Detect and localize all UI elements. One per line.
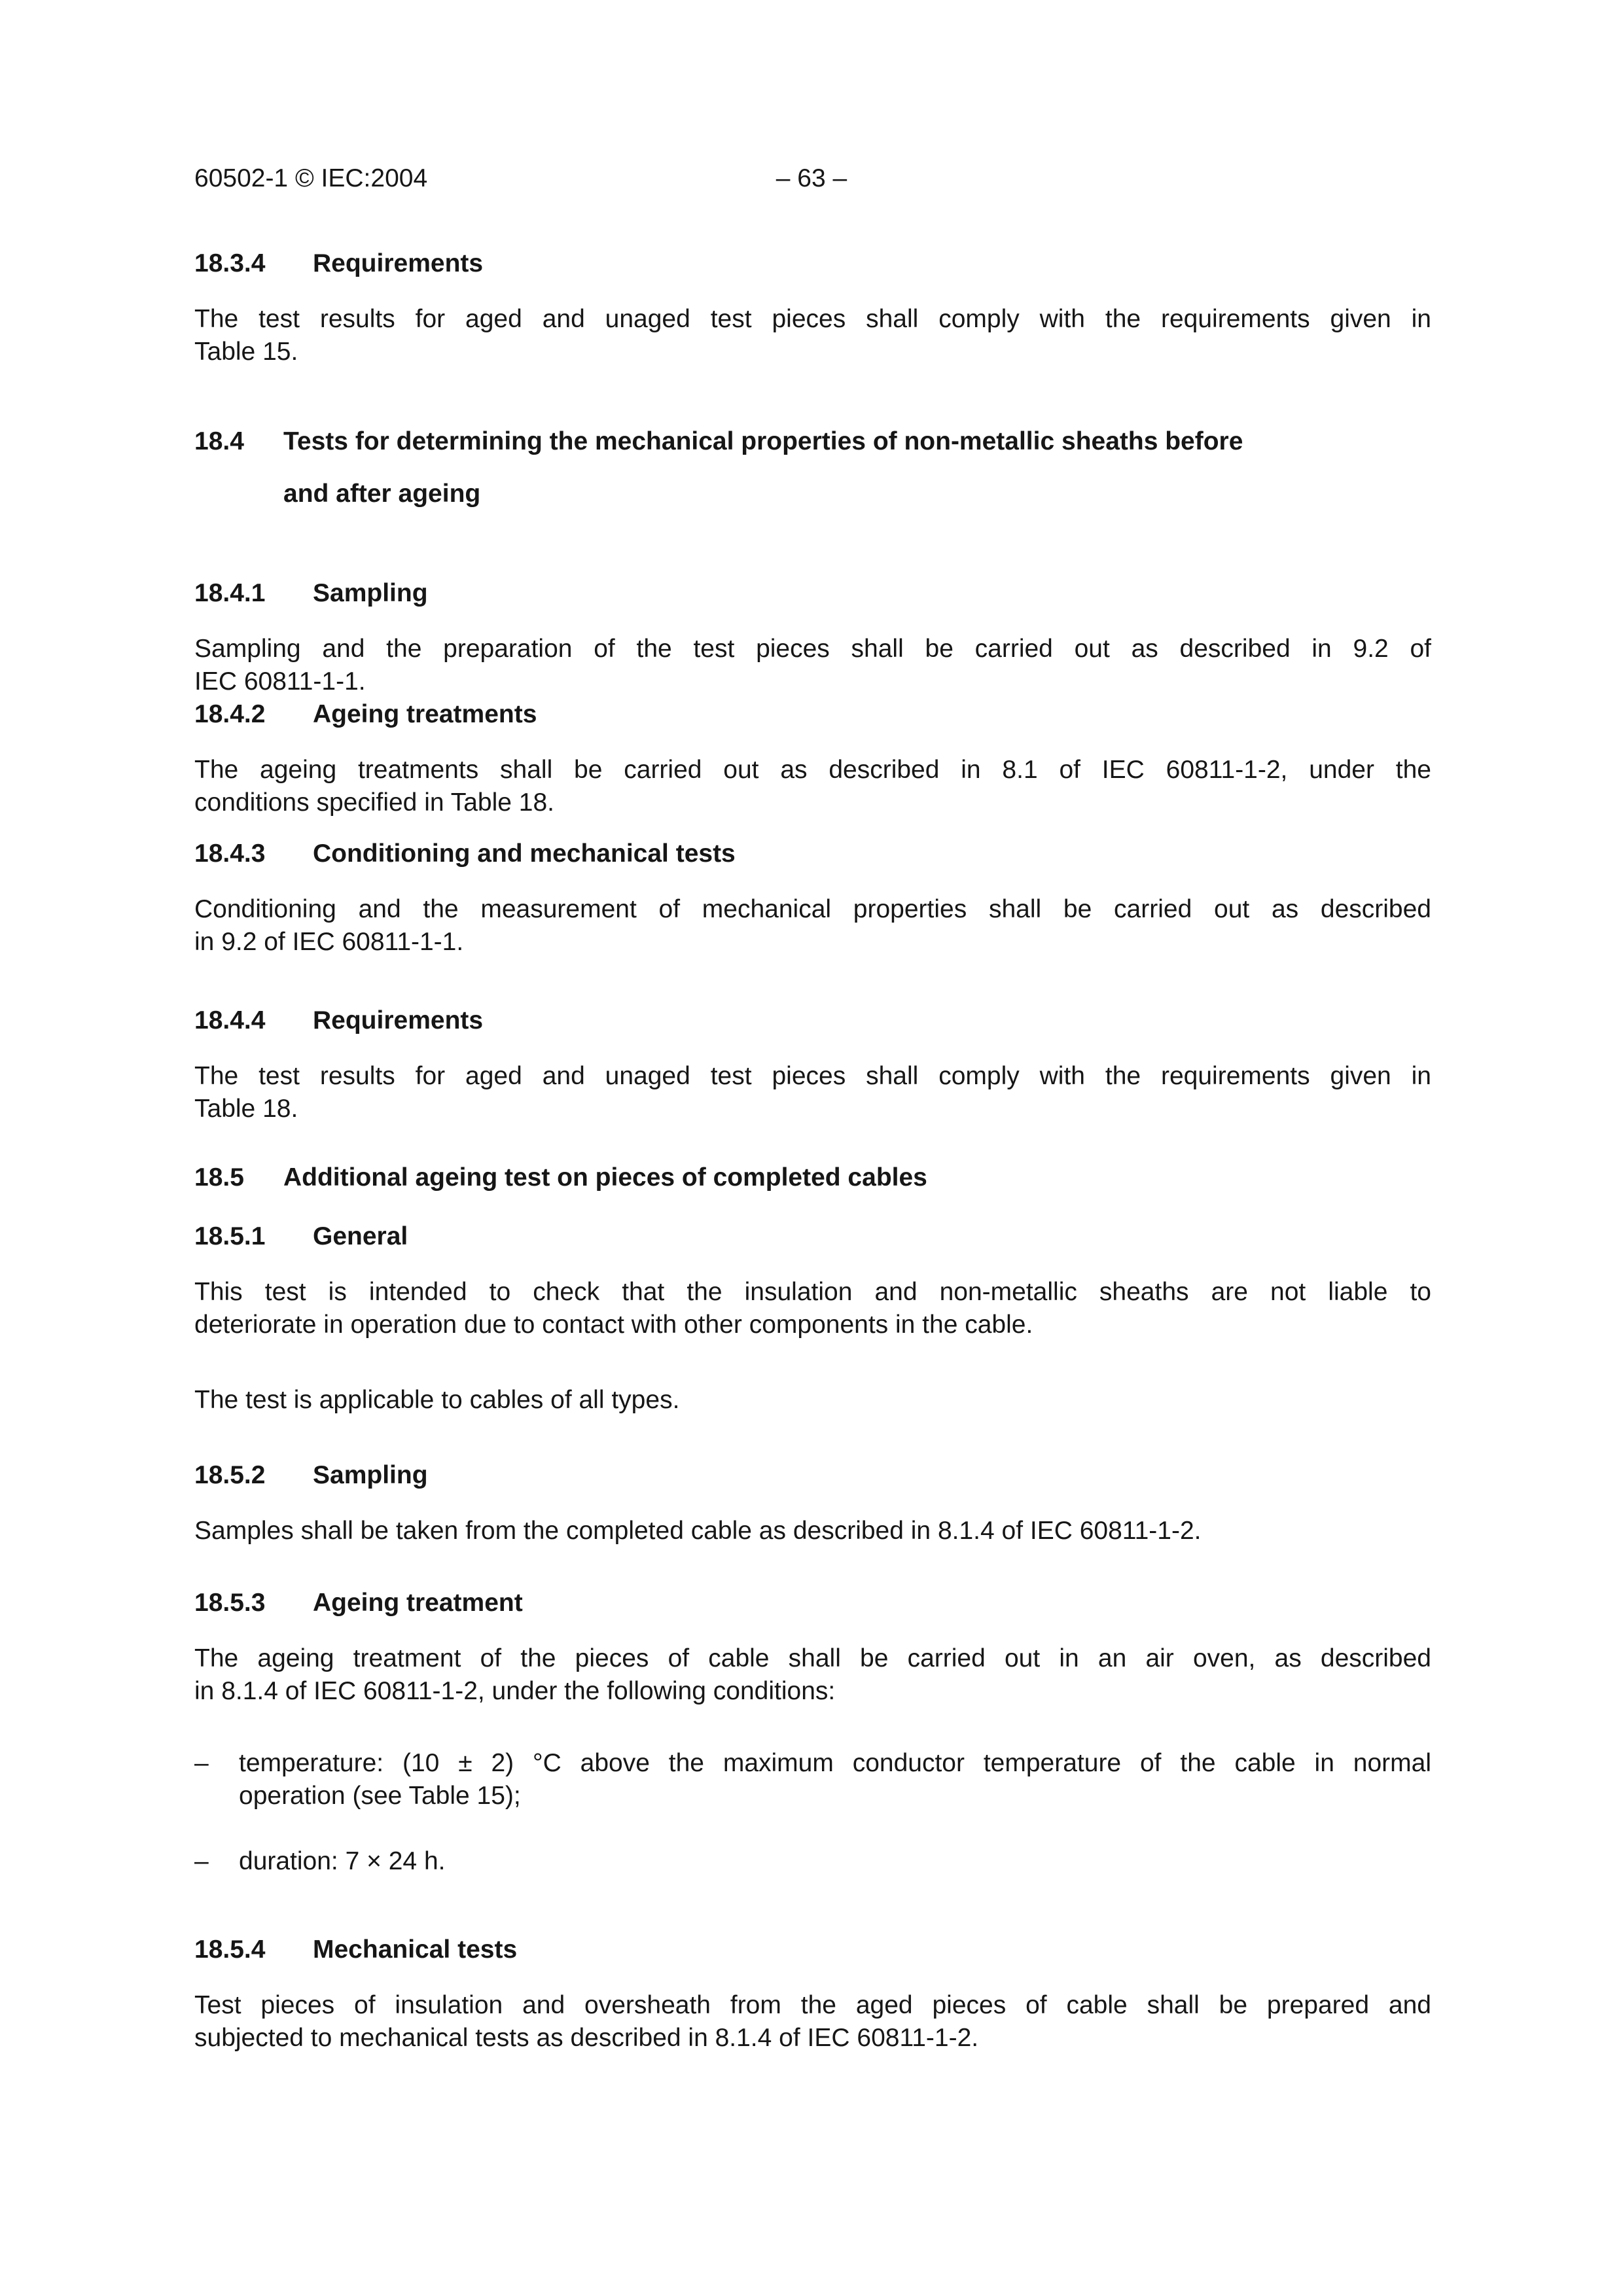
- paragraph-line: Conditioning and the measurement of mechanical properties shall be carried out as described: [194, 895, 1431, 923]
- paragraph-line: This test is intended to check that the insulation and non-metallic sheaths are not liable to: [194, 1278, 1431, 1306]
- section-heading-18-4: [194, 415, 1431, 520]
- paragraph: [194, 1384, 1431, 1417]
- section-heading-18-5-2: [194, 1459, 1431, 1492]
- heading-title: Ageing treatment: [313, 1589, 523, 1617]
- heading-title-line: Tests for determining the mechanical properties of non-metallic sheaths before: [283, 427, 1243, 455]
- paragraph: [194, 893, 1431, 959]
- heading-title: [283, 415, 1431, 520]
- heading-title: Additional ageing test on pieces of completed cables: [283, 1163, 927, 1192]
- section-heading-18-3-4: [194, 247, 1431, 280]
- paragraph-line: The test is applicable to cables of all types.: [194, 1386, 680, 1414]
- heading-number: 18.4.3: [194, 839, 266, 868]
- heading-title: Sampling: [313, 579, 428, 607]
- heading-title: Conditioning and mechanical tests: [313, 839, 736, 868]
- paragraph-line: Table 18.: [194, 1095, 298, 1123]
- paragraph-line: IEC 60811-1-1.: [194, 667, 366, 696]
- paragraph-line: subjected to mechanical tests as described in 8.1.4 of IEC 60811-1-2.: [194, 2024, 979, 2052]
- paragraph: [194, 1642, 1431, 1708]
- section-heading-18-4-1: [194, 577, 1431, 610]
- paragraph: [194, 1515, 1431, 1547]
- paragraph: [194, 633, 1431, 698]
- paragraph-line: conditions specified in Table 18.: [194, 788, 554, 817]
- paragraph: [194, 1276, 1431, 1341]
- paragraph-line: in 9.2 of IEC 60811-1-1.: [194, 928, 464, 956]
- paragraph-line: in 8.1.4 of IEC 60811-1-2, under the following conditions:: [194, 1677, 836, 1705]
- heading-number: 18.4.1: [194, 579, 266, 607]
- paragraph: [194, 303, 1431, 368]
- paragraph: [194, 1989, 1431, 2055]
- paragraph: [194, 1060, 1431, 1125]
- section-heading-18-4-4: [194, 1004, 1431, 1037]
- list-item-text: [239, 1845, 1431, 1878]
- paragraph-line: temperature: (10 ± 2) °C above the maximum conductor temperature of the cable in normal: [239, 1749, 1431, 1777]
- section-heading-18-5-1: [194, 1220, 1431, 1253]
- heading-title: Mechanical tests: [313, 1935, 518, 1964]
- paragraph-line: duration: 7 × 24 h.: [239, 1847, 446, 1875]
- list-marker: –: [194, 1847, 209, 1875]
- heading-title: Requirements: [313, 249, 484, 277]
- paragraph-line: Samples shall be taken from the completed cable as described in 8.1.4 of IEC 60811-1-2.: [194, 1517, 1202, 1545]
- list-item: [194, 1747, 1431, 1812]
- heading-number: 18.4: [194, 427, 244, 455]
- heading-number: 18.5.3: [194, 1589, 266, 1617]
- paragraph-line: Sampling and the preparation of the test pieces shall be carried out as described in 9.2 of: [194, 635, 1431, 663]
- section-heading-18-5-4: [194, 1934, 1431, 1966]
- section-heading-18-4-3: [194, 838, 1431, 870]
- heading-title: Requirements: [313, 1006, 484, 1034]
- section-heading-18-5: [194, 1161, 1431, 1194]
- heading-number: 18.3.4: [194, 249, 266, 277]
- heading-number: 18.5.4: [194, 1935, 266, 1964]
- heading-title: General: [313, 1222, 408, 1250]
- paragraph-line: The test results for aged and unaged test pieces shall comply with the requirements given in: [194, 305, 1431, 333]
- page-number: – 63 –: [776, 164, 847, 192]
- paragraph-line: Table 15.: [194, 338, 298, 366]
- section-heading-18-4-2: [194, 698, 1431, 731]
- heading-title: Ageing treatments: [313, 700, 537, 728]
- heading-number: 18.5: [194, 1163, 244, 1192]
- list-item: [194, 1845, 1431, 1878]
- heading-number: 18.4.2: [194, 700, 266, 728]
- section-heading-18-5-3: [194, 1587, 1431, 1619]
- paragraph-line: deteriorate in operation due to contact with other components in the cable.: [194, 1311, 1033, 1339]
- list-item-text: [239, 1747, 1431, 1812]
- heading-number: 18.5.2: [194, 1461, 266, 1489]
- heading-title-line: and after ageing: [283, 480, 481, 508]
- paragraph-line: operation (see Table 15);: [239, 1782, 521, 1810]
- heading-number: 18.5.1: [194, 1222, 266, 1250]
- list-marker: –: [194, 1749, 209, 1777]
- paragraph-line: The ageing treatment of the pieces of cable shall be carried out in an air oven, as described: [194, 1644, 1431, 1672]
- paragraph-line: The ageing treatments shall be carried out as described in 8.1 of IEC 60811-1-2, under the: [194, 756, 1431, 784]
- paragraph-line: Test pieces of insulation and oversheath from the aged pieces of cable shall be prepared and: [194, 1991, 1431, 2019]
- heading-title: Sampling: [313, 1461, 428, 1489]
- paragraph-line: The test results for aged and unaged test pieces shall comply with the requirements given in: [194, 1062, 1431, 1090]
- paragraph: [194, 754, 1431, 819]
- heading-number: 18.4.4: [194, 1006, 266, 1034]
- doc-reference: 60502-1 © IEC:2004: [194, 164, 428, 192]
